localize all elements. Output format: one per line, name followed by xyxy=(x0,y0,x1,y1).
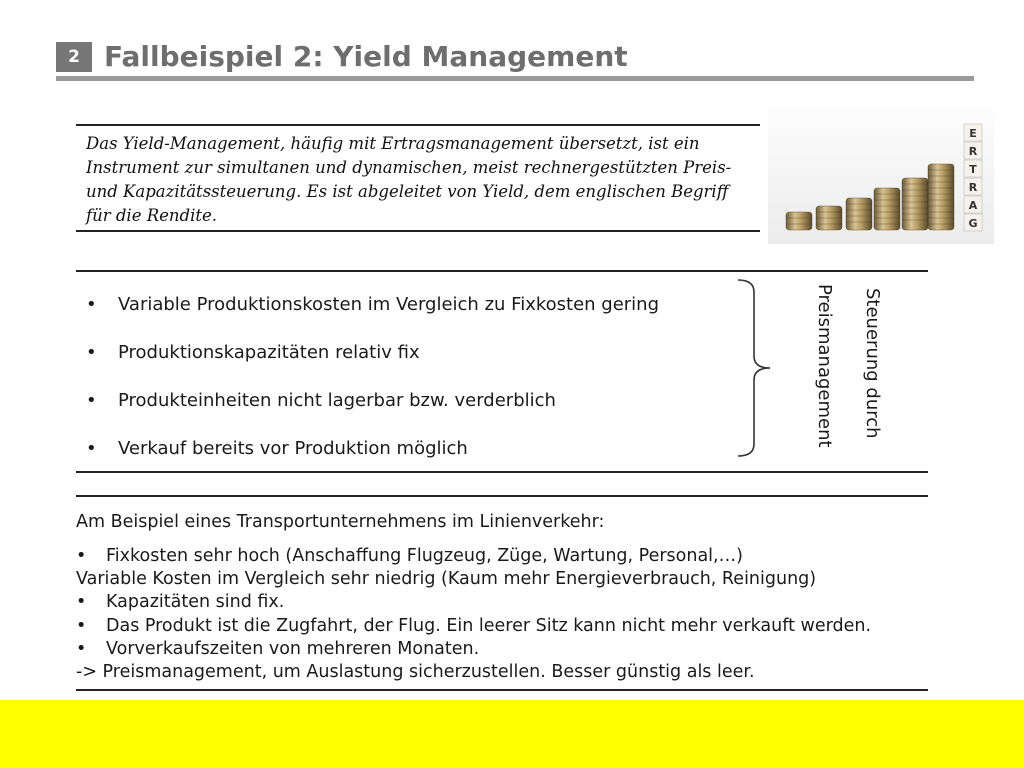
list-item: • Verkauf bereits vor Produktion möglich xyxy=(86,438,468,459)
transport-line-1: • Fixkosten sehr hoch (Anschaffung Flugzeug, Züge, Wartung, Personal,…) xyxy=(76,546,743,566)
slide-title: Fallbeispiel 2: Yield Management xyxy=(104,40,628,73)
definition-text: Das Yield-Management, häufig mit Ertragsmanagement übersetzt, ist ein Instrument zur simultanen und dynamischen, meist rechnergestützten Preis- und Kapazitätssteuerung. Es ist abgeleitet von Yield, dem englischen Begriff für die Rendite. xyxy=(86,134,732,225)
transport-line-3: • Kapazitäten sind fix. xyxy=(76,592,285,612)
svg-text:G: G xyxy=(968,217,978,230)
side-label-steuerung: Steuerung durch xyxy=(862,288,883,439)
list-item: • Produkteinheiten nicht lagerbar bzw. verderblich xyxy=(86,390,556,411)
definition-top-rule xyxy=(76,124,760,126)
side-label-preismanagement: Preismanagement xyxy=(814,284,835,448)
slide-number: 2 xyxy=(68,47,80,67)
slide-number-badge xyxy=(56,42,92,72)
conditions-top-rule xyxy=(76,270,928,272)
coin-stacks-image xyxy=(768,94,994,244)
svg-text:T: T xyxy=(969,163,977,176)
svg-text:A: A xyxy=(968,199,978,212)
svg-text:R: R xyxy=(968,181,978,194)
definition-bottom-rule xyxy=(76,230,760,232)
list-item: • Variable Produktionskosten im Vergleich zu Fixkosten gering xyxy=(86,294,660,315)
right-curly-brace xyxy=(734,278,774,458)
svg-text:R: R xyxy=(968,145,978,158)
footer-highlight-bar xyxy=(0,700,1024,768)
transport-top-rule xyxy=(76,495,928,497)
svg-text:E: E xyxy=(969,127,977,140)
transport-line-4: • Das Produkt ist die Zugfahrt, der Flug. Ein leerer Sitz kann nicht mehr verkauft werden. xyxy=(76,616,872,636)
list-item: • Produktionskapazitäten relativ fix xyxy=(86,342,420,363)
transport-line-6: -> Preismanagement, um Auslastung sicherzustellen. Besser günstig als leer. xyxy=(76,662,755,682)
transport-bottom-rule xyxy=(76,689,928,691)
conditions-list xyxy=(86,292,746,484)
conditions-bottom-rule xyxy=(76,471,928,473)
transport-line-2: Variable Kosten im Vergleich sehr niedrig (Kaum mehr Energieverbrauch, Reinigung) xyxy=(76,569,817,589)
title-underline xyxy=(56,76,974,81)
transport-intro: Am Beispiel eines Transportunternehmens im Linienverkehr: xyxy=(76,512,605,532)
transport-line-5: • Vorverkaufszeiten von mehreren Monaten. xyxy=(76,639,480,659)
